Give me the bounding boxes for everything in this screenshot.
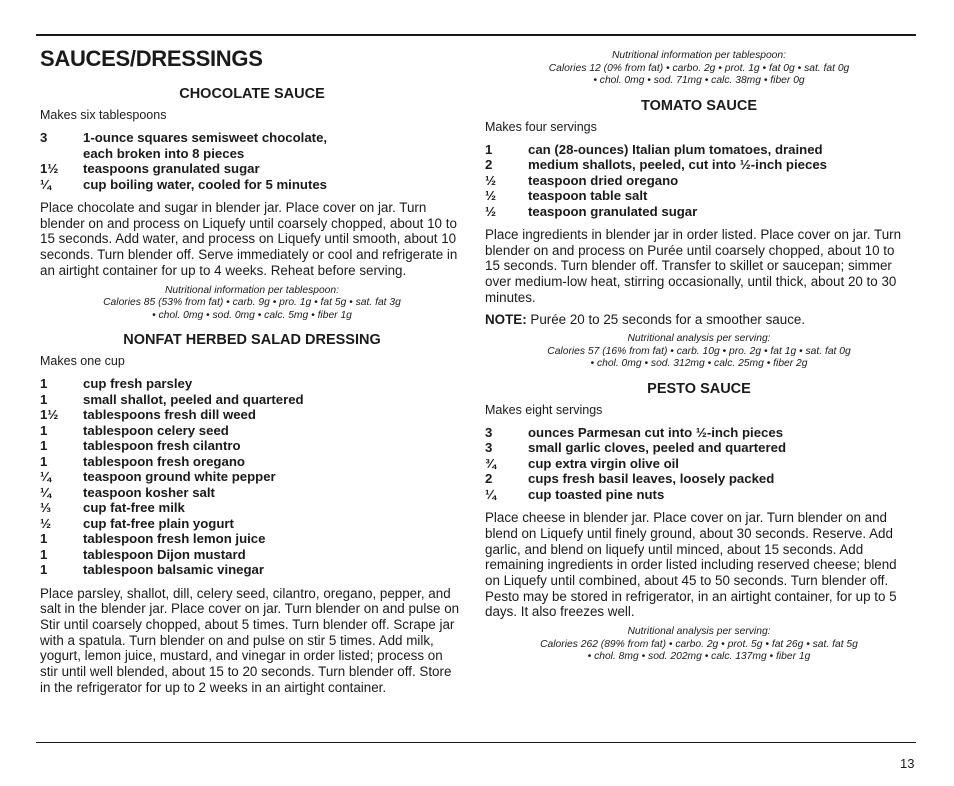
- recipe-yield: Makes one cup: [40, 354, 125, 369]
- ingredient-item: tablespoon fresh oregano: [83, 453, 245, 469]
- recipe-yield: Makes four servings: [485, 119, 597, 134]
- recipe-method: Place ingredients in blender jar in order listed. Place cover on jar. Turn blender on and process on Purée until coarsely chopped, about 10 to 15 seconds. Turn blender off. Transfer to skillet or saucepan; simmer over medium-low heat, stirring occasionally, until thick, about 20 to 30 minutes.: [485, 227, 902, 305]
- ingredient-item: teaspoon table salt: [528, 188, 648, 203]
- ingredient-item: tablespoon celery seed: [83, 422, 229, 438]
- ingredient-item: tablespoons fresh dill weed: [83, 407, 256, 423]
- ingredient-item: teaspoon dried oregano: [528, 172, 679, 188]
- recipe-yield: Makes six tablespoons: [40, 108, 167, 122]
- ingredient-row: [485, 440, 913, 456]
- recipe-title: NONFAT HERBED SALAD DRESSING: [123, 332, 381, 349]
- ingredient-item: tablespoon Dijon mustard: [83, 546, 246, 562]
- ingredient-item: tablespoon balsamic vinegar: [83, 562, 265, 578]
- ingredient-item: small shallot, peeled and quartered: [83, 391, 304, 407]
- ingredient-qty: ¼: [40, 176, 51, 192]
- ingredient-qty: 3: [485, 440, 493, 456]
- ingredient-item: teaspoon kosher salt: [83, 484, 215, 500]
- recipe-tomato-sauce: [485, 98, 913, 371]
- ingredient-qty: ¼: [40, 484, 51, 500]
- ingredient-qty: ½: [485, 203, 496, 219]
- ingredient-list: [40, 376, 464, 578]
- ingredient-list: [485, 425, 913, 503]
- nutrition-heading: Nutritional information per tablespoon:: [611, 50, 786, 61]
- top-rule: [36, 34, 916, 36]
- left-column: [40, 44, 464, 701]
- ingredient-qty: 3: [40, 130, 48, 145]
- ingredient-item: tablespoon fresh lemon juice: [83, 531, 266, 547]
- ingredient-qty: ⅓: [40, 500, 51, 516]
- ingredient-qty: 1: [40, 376, 48, 392]
- ingredient-row: [485, 425, 913, 441]
- nutrition-line: • chol. 0mg • sod. 312mg • calc. 25mg • fiber 2g: [590, 358, 808, 370]
- ingredient-row: [40, 454, 464, 470]
- ingredient-item: cup boiling water, cooled for 5 minutes: [83, 176, 328, 192]
- ingredient-item: cup extra virgin olive oil: [528, 455, 679, 471]
- nutrition-info-dressing: [485, 50, 913, 88]
- ingredient-row: [40, 516, 464, 532]
- ingredient-row: [40, 161, 464, 177]
- ingredient-qty: ¾: [485, 455, 496, 471]
- ingredient-row: [485, 487, 913, 503]
- ingredient-row: [485, 204, 913, 220]
- nutrition-line: Calories 85 (53% from fat) • carb. 9g • pro. 1g • fat 5g • sat. fat 3g: [103, 297, 401, 309]
- ingredient-qty: ½: [485, 172, 496, 188]
- ingredient-qty: 1: [40, 453, 48, 469]
- ingredient-item: can (28-ounces) Italian plum tomatoes, drained: [528, 141, 823, 157]
- ingredient-item: 1-ounce squares semisweet chocolate,: [83, 130, 328, 145]
- ingredient-item: each broken into 8 pieces: [83, 145, 245, 161]
- ingredient-item: teaspoon granulated sugar: [528, 203, 698, 219]
- ingredient-qty: 1: [485, 141, 493, 157]
- ingredient-qty: 1½: [40, 161, 59, 176]
- recipe-title: TOMATO SAUCE: [640, 97, 757, 114]
- ingredient-qty: 1: [40, 438, 48, 454]
- ingredient-list: [485, 142, 913, 220]
- ingredient-row: [485, 456, 913, 472]
- right-column: [485, 50, 913, 674]
- note-text: Purée 20 to 25 seconds for a smoother sauce.: [530, 311, 806, 327]
- nutrition-heading: Nutritional information per tablespoon:: [164, 284, 339, 296]
- ingredient-item: cups fresh basil leaves, loosely packed: [528, 471, 775, 487]
- ingredient-qty: [40, 146, 83, 162]
- ingredient-item: small garlic cloves, peeled and quartered: [528, 440, 786, 456]
- ingredient-item: teaspoon ground white pepper: [83, 469, 276, 485]
- ingredient-qty: 1: [40, 391, 48, 407]
- ingredient-row: [40, 562, 464, 578]
- nutrition-heading: Nutritional analysis per serving:: [627, 626, 771, 638]
- ingredient-row: [485, 142, 913, 158]
- ingredient-row: [485, 188, 913, 204]
- recipe-nonfat-herbed-salad-dressing: [40, 332, 464, 695]
- recipe-chocolate-sauce: [40, 86, 464, 322]
- recipe-method: Place cheese in blender jar. Place cover on jar. Turn blender on and blend on Liquefy until finely ground, about 30 seconds. Reserve. Add garlic, and blend on liquefy until minced, about 15 seconds. Add remaining ingredients in order listed including reserved cheese; blend on Liquefy until combined, about 45 to 50 seconds. Turn blender off. Pesto may be stored in refrigerator, in an airtight container, for up to 5 days. It also freezes well.: [485, 510, 897, 620]
- bottom-rule: [36, 742, 916, 743]
- ingredient-row: [40, 500, 464, 516]
- page-number: 13: [900, 756, 915, 771]
- ingredient-qty: 3: [485, 424, 493, 440]
- ingredient-qty: ½: [485, 188, 496, 203]
- ingredient-row: [40, 469, 464, 485]
- nutrition-heading: Nutritional analysis per serving:: [627, 333, 771, 345]
- recipe-method: Place chocolate and sugar in blender jar. Place cover on jar. Turn blender on and process on Liquefy until coarsely chopped, about 10 to 15 seconds. Add water, and process on Liquefy until smooth, about 10 seconds. Turn blender off. Serve immediately or cool and refrigerate in an airtight container for up to 4 weeks. Reheat before serving.: [40, 200, 458, 278]
- recipe-pesto-sauce: [485, 381, 913, 664]
- ingredient-row: [40, 130, 464, 146]
- ingredient-row: [40, 438, 464, 454]
- ingredient-item: medium shallots, peeled, cut into ½-inch pieces: [528, 157, 827, 172]
- ingredient-row: [485, 471, 913, 487]
- ingredient-item: cup fat-free plain yogurt: [83, 515, 234, 531]
- note-label: NOTE:: [485, 311, 527, 327]
- nutrition-info: [40, 285, 464, 323]
- ingredient-row: [485, 157, 913, 173]
- ingredient-row: [40, 485, 464, 501]
- ingredient-qty: 2: [485, 157, 493, 172]
- ingredient-qty: 1: [40, 422, 48, 438]
- recipe-note: [485, 312, 913, 328]
- ingredient-item: teaspoons granulated sugar: [83, 161, 260, 176]
- nutrition-line: Calories 262 (89% from fat) • carbo. 2g • prot. 5g • fat 26g • sat. fat 5g: [540, 638, 858, 650]
- ingredient-row: [40, 392, 464, 408]
- ingredient-row: [485, 173, 913, 189]
- nutrition-line: Calories 12 (0% from fat) • carbo. 2g • prot. 1g • fat 0g • sat. fat 0g: [548, 62, 850, 74]
- nutrition-line: • chol. 0mg • sod. 0mg • calc. 5mg • fiber 1g: [152, 309, 352, 321]
- recipe-method: Place parsley, shallot, dill, celery seed, cilantro, oregano, pepper, and salt in the blender jar. Place cover on jar. Turn blender on and pulse on Stir until coarsely chopped, about 5 times. Turn blender off. Scrape jar with a spatula. Turn blender on and pulse on stir 5 times. Add milk, yogurt, lemon juice, mustard, and vinegar in order listed; process on stir until well blended, about 15 to 20 seconds. Turn blender off. Store in the refrigerator for up to 2 weeks in an airtight container.: [40, 585, 460, 695]
- ingredient-qty: ¼: [40, 469, 51, 485]
- ingredient-qty: 1: [40, 531, 48, 547]
- ingredient-item: cup fat-free milk: [83, 500, 185, 516]
- ingredient-qty: 1: [40, 562, 48, 578]
- ingredient-qty: 1½: [40, 407, 59, 423]
- nutrition-line: • chol. 0mg • sod. 71mg • calc. 38mg • fiber 0g: [593, 75, 805, 86]
- ingredient-row: [40, 177, 464, 193]
- recipe-title: PESTO SAUCE: [647, 380, 751, 397]
- page-title: SAUCES/DRESSINGS: [40, 46, 263, 71]
- nutrition-info: [485, 626, 913, 664]
- ingredient-row: [40, 376, 464, 392]
- ingredient-row: [40, 423, 464, 439]
- ingredient-qty: 1: [40, 546, 48, 562]
- ingredient-list: [40, 130, 464, 192]
- ingredient-qty: ½: [40, 515, 51, 531]
- nutrition-info: [485, 333, 913, 371]
- ingredient-row: [40, 146, 464, 162]
- ingredient-qty: 2: [485, 471, 493, 487]
- nutrition-line: • chol. 8mg • sod. 202mg • calc. 137mg • fiber 1g: [587, 651, 811, 663]
- nutrition-line: Calories 57 (16% from fat) • carb. 10g • pro. 2g • fat 1g • sat. fat 0g: [547, 345, 851, 357]
- ingredient-item: ounces Parmesan cut into ½-inch pieces: [528, 424, 784, 440]
- ingredient-item: cup fresh parsley: [83, 376, 193, 392]
- ingredient-row: [40, 547, 464, 563]
- ingredient-qty: ¼: [485, 486, 496, 502]
- ingredient-item: tablespoon fresh cilantro: [83, 438, 241, 454]
- recipe-title: CHOCOLATE SAUCE: [179, 86, 325, 102]
- ingredient-item: cup toasted pine nuts: [528, 486, 665, 502]
- ingredient-row: [40, 407, 464, 423]
- ingredient-row: [40, 531, 464, 547]
- recipe-yield: Makes eight servings: [485, 402, 603, 417]
